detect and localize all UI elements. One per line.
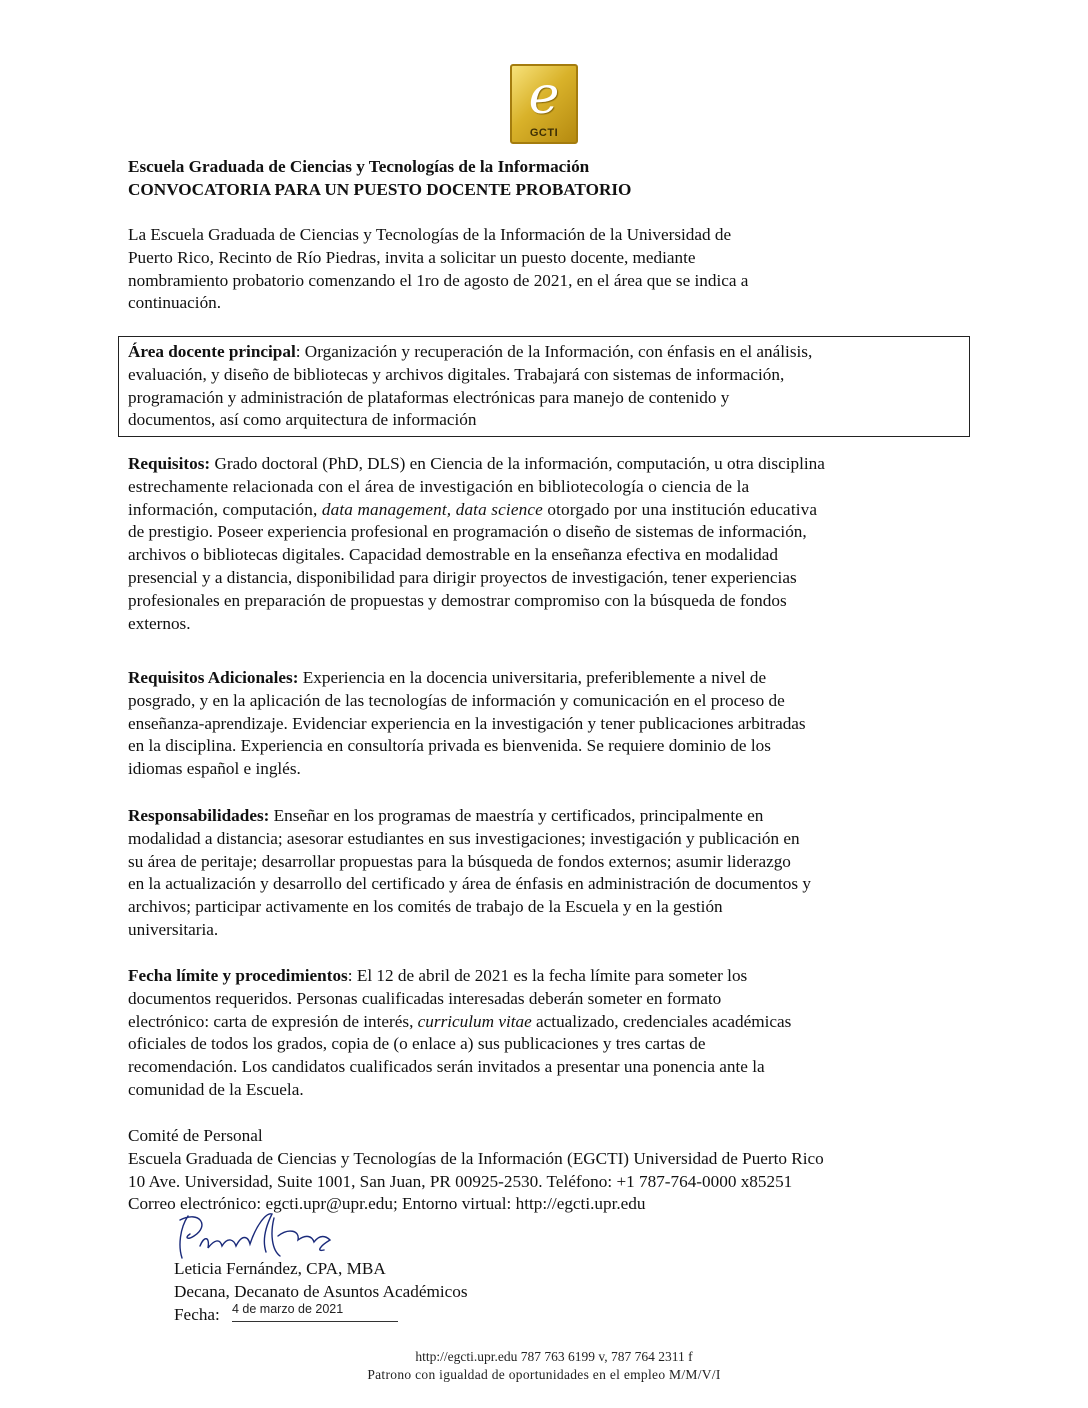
date-field: [232, 1303, 398, 1322]
area-text: : Organización y recuperación de la Información, con énfasis en el análisis,: [295, 342, 813, 361]
contact-line: Escuela Graduada de Ciencias y Tecnologías de la Información (EGCTI) Universidad de Puerto Rico: [128, 1148, 824, 1168]
fecha-limite-paragraph: [128, 965, 958, 1102]
fecha-limite-italic: curriculum vitae: [417, 1011, 532, 1031]
committee-name: Comité de Personal: [128, 1126, 263, 1145]
responsabilidades-line: su área de peritaje; desarrollar propuestas para la búsqueda de fondos externos; asumir liderazgo: [128, 851, 791, 871]
requisitos-paragraph: [128, 453, 958, 635]
document-title: CONVOCATORIA PARA UN PUESTO DOCENTE PROBATORIO: [128, 179, 632, 199]
requisitos-line: presencial y a distancia, disponibilidad para dirigir proyectos de investigación, tener experiencias: [128, 567, 797, 587]
responsabilidades-line: universitaria.: [128, 919, 219, 939]
requisitos-line: profesionales en preparación de propuestas y demostrar compromiso con la búsqueda de fondos: [128, 590, 787, 610]
responsabilidades-paragraph: [128, 805, 958, 942]
requisitos-line: externos.: [128, 613, 191, 633]
egcti-logo: [510, 64, 578, 144]
fecha-limite-line: documentos requeridos. Personas cualificadas interesadas deberán someter en formato: [128, 988, 722, 1008]
contact-address: 10 Ave. Universidad, Suite 1001, San Juan, PR 00925-2530. Teléfono: +1 787-764-0000 x85251: [128, 1171, 793, 1191]
area-line: documentos, así como arquitectura de información: [128, 410, 477, 430]
adicionales-line: posgrado, y en la aplicación de las tecnologías de información y comunicación en el proceso de: [128, 690, 785, 710]
responsabilidades-label: Responsabilidades:: [128, 806, 270, 825]
adicionales-text: Experiencia en la docencia universitaria, preferiblemente a nivel de: [298, 668, 767, 687]
requisitos-text: Grado doctoral (PhD, DLS) en Ciencia de la información, computación, u otra disciplina: [210, 454, 825, 473]
fecha-limite-line: oficiales de todos los grados, copia de (o enlace a) sus publicaciones y tres cartas de: [128, 1034, 706, 1054]
requisitos-text: otorgado por una institución educativa: [542, 499, 818, 519]
fecha-limite-line: recomendación. Los candidatos cualificados serán invitados a presentar una ponencia ante la: [128, 1057, 765, 1077]
signer-name: Leticia Fernández, CPA, MBA: [174, 1259, 386, 1278]
contact-block: [128, 1125, 958, 1216]
adicionales-line: en la disciplina. Experiencia en consultoría privada es bienvenida. Se requiere dominio de los: [128, 736, 771, 756]
area-line: programación y administración de plataformas electrónicas para manejo de contenido y: [128, 387, 730, 407]
footer-equal-opportunity: Patrono con igualdad de oportunidades en el empleo M/M/V/I: [367, 1367, 721, 1382]
requisitos-line: archivos o bibliotecas digitales. Capacidad demostrable en la enseñanza efectiva en modalidad: [128, 545, 779, 565]
document-header: [128, 156, 958, 202]
fecha-limite-text: electrónico: carta de expresión de interés,: [128, 1011, 418, 1031]
school-name: Escuela Graduada de Ciencias y Tecnologías de la Información: [128, 157, 590, 176]
logo-e-glyph: e: [528, 66, 560, 126]
adicionales-label: Requisitos Adicionales:: [128, 668, 299, 687]
adicionales-paragraph: [128, 667, 958, 781]
requisitos-line: de prestigio. Poseer experiencia profesional en programación o diseño de sistemas de información,: [128, 522, 807, 542]
intro-line: nombramiento probatorio comenzando el 1ro de agosto de 2021, en el área que se indica a: [128, 270, 749, 290]
logo-text: GCTI: [529, 127, 559, 139]
adicionales-line: idiomas español e inglés.: [128, 759, 301, 779]
date-value: 4 de marzo de 2021: [232, 1302, 344, 1316]
signer-title: Decana, Decanato de Asuntos Académicos: [174, 1281, 468, 1301]
responsabilidades-text: Enseñar en los programas de maestría y certificados, principalmente en: [269, 806, 764, 825]
fecha-limite-text: : El 12 de abril de 2021 es la fecha límite para someter los: [347, 966, 748, 985]
intro-paragraph: [128, 224, 888, 315]
footer-contact: http://egcti.upr.edu 787 763 6199 v, 787 764 2311 f: [415, 1349, 693, 1364]
fecha-limite-text: actualizado, credenciales académicas: [531, 1011, 792, 1031]
requisitos-label: Requisitos:: [128, 454, 211, 473]
intro-line: Puerto Rico, Recinto de Río Piedras, invita a solicitar un puesto docente, mediante: [128, 247, 696, 267]
responsabilidades-line: modalidad a distancia; asesorar estudiantes en sus investigaciones; investigación y publicación en: [128, 828, 800, 848]
fecha-limite-label: Fecha límite y procedimientos: [128, 966, 348, 985]
requisitos-italic: data management, data science: [321, 499, 543, 519]
responsabilidades-line: archivos; participar activamente en los comités de trabajo de la Escuela y en la gestión: [128, 897, 723, 917]
fecha-limite-line: comunidad de la Escuela.: [128, 1079, 304, 1099]
area-line: evaluación, y diseño de bibliotecas y archivos digitales. Trabajará con sistemas de información,: [128, 364, 785, 384]
adicionales-line: enseñanza-aprendizaje. Evidenciar experiencia en la investigación y tener publicaciones arbitradas: [128, 713, 806, 733]
date-label: Fecha:: [174, 1304, 220, 1324]
requisitos-line: estrechamente relacionada con el área de investigación en bibliotecología o ciencia de la: [128, 476, 750, 496]
responsabilidades-line: en la actualización y desarrollo del certificado y área de énfasis en administración de documentos y: [128, 874, 811, 894]
contact-email: Correo electrónico: egcti.upr@upr.edu; Entorno virtual: http://egcti.upr.edu: [128, 1194, 646, 1214]
handwritten-signature: [170, 1206, 340, 1266]
intro-line: continuación.: [128, 293, 222, 313]
area-paragraph: [128, 341, 963, 432]
requisitos-text: información, computación,: [128, 499, 322, 519]
area-label: Área docente principal: [128, 342, 296, 361]
intro-line: La Escuela Graduada de Ciencias y Tecnologías de la Información de la Universidad de: [128, 225, 732, 244]
